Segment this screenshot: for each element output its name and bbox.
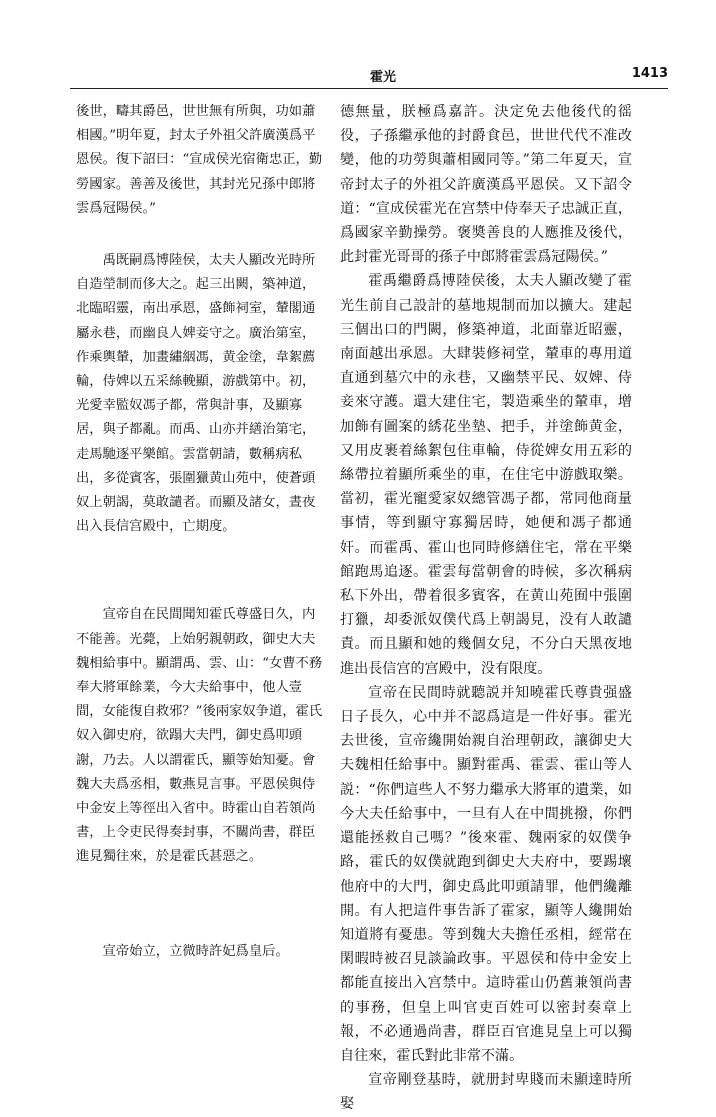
header-rule [70,88,668,89]
translation-paragraph-2: 霍禹繼爵爲博陸侯後，太夫人顯改變了霍光生前自己設計的墓地規制而加以擴大。建起三個出口的門闕，修築神道，北面靠近昭靈，南面越出承恩。大肆裝修祠堂，輦車的專用道直通到墓穴中的永巷，又幽禁平民、奴婢、侍妾來守護。還大建住宅，製造乘坐的輦車，增加飾有圖案的綉花坐墊、把手，并塗飾黄金，又用皮裹着絲絮包住車輪，侍從婢女用五彩的絲帶拉着顯所乘坐的車，在住宅中游戲取樂。當初，霍光寵愛家奴總管馮子都，常同他商量事情，等到顯守寡獨居時，她便和馮子都通奸。而霍禹、霍山也同時修繕住宅，常在平樂館跑馬追逐。霍雲每當朝會的時候，多次稱病私下外出，帶着很多賓客，在黄山苑囿中張圍打獵，却委派奴僕代爲上朝謁見，没有人敢譴責。而且顯和她的幾個女兒，不分白天黑夜地進出長信宫的宫殿中，没有限度。 [340,273,632,677]
translation-paragraph-1: 德無量，朕極爲嘉許。決定免去他後代的徭役，子孫繼承他的封爵食邑，世世代代不准改變，他的功勞與蕭相國同等。”第二年夏天，宣帝封太子的外祖父許廣漢爲平恩侯。又下詔令道：“宣成侯霍光在宫禁中侍奉天子忠誠正直，爲國家辛勤操勞。褒奬善良的人應推及後代，此封霍光哥哥的孫子中郎將霍雲爲冠陽侯。” [340,104,632,266]
running-title: 霍光 [370,70,397,85]
classical-paragraph-3: 宣帝自在民間聞知霍氏尊盛日久，内不能善。光薨，上始躬親朝政，御史大夫魏相給事中。顯謂禹、雲、山：“女曹不務奉大將軍餘業，今大夫給事中，他人壹間，女能復自救邪？”後兩家奴争道，霍氏奴入御史府，欲蹋大夫門，御史爲叩頭謝，乃去。人以謂霍氏，顯等始知憂。會魏大夫爲丞相，數燕見言事。平恩侯與侍中金安上等徑出入省中。時霍山自若領尚書，上令吏民得奏封事，不關尚書，群臣進見獨往來，於是霍氏甚惡之。 [76,607,323,865]
classical-paragraph-4: 宣帝始立，立微時許妃爲皇后。 [102,943,289,959]
page-number: 1413 [631,66,668,81]
translation-text-column [340,100,632,1117]
classical-text-column [76,100,324,964]
classical-paragraph-1: 後世，疇其爵邑，世世無有所與，功如蕭相國。”明年夏，封太子外祖父許廣漢爲平恩侯。復下詔曰：“宣成侯光宿衛忠正，勤勞國家。善善及後世，其封光兄孫中郎將雲爲冠陽侯。” [76,104,323,216]
page-header [70,52,668,92]
translation-paragraph-3: 宣帝在民間時就聽説并知曉霍氏尊貴强盛日子長久，心中并不認爲這是一件好事。霍光去世後，宣帝纔開始親自治理朝政，讓御史大夫魏相任給事中。顯對霍禹、霍雲、霍山等人説：“你們這些人不努力繼承大將軍的遺業，如今大夫任給事中，一旦有人在中間挑撥，你們還能拯救自己嗎？”後來霍、魏兩家的奴僕争路，霍氏的奴僕就跑到御史大夫府中，要踢壞他府中的大門，御史爲此叩頭請罪，他們纔離開。有人把這件事告訴了霍家，顯等人纔開始知道將有憂患。等到魏大夫擔任丞相，經常在閑暇時被召見談論政事。平恩侯和侍中金安上都能直接出入宫禁中。這時霍山仍舊兼領尚書的事務，但皇上叫官吏百姓可以密封奏章上報，不必通過尚書，群臣百官進見皇上可以獨自往來，霍氏對此非常不滿。 [340,684,632,1064]
translation-paragraph-4: 宣帝剛登基時，就册封卑賤而未顯達時所娶 [340,1072,632,1113]
classical-paragraph-2: 禹既嗣爲博陸侯，太夫人顯改光時所自造塋制而侈大之。起三出闕，築神道，北臨昭靈，南出承恩，盛飾祠室，輦閣通屬永巷，而幽良人婢妾守之。廣治第室，作乘輿輦，加畫繡絪馮，黄金塗，韋絮薦輪，侍婢以五采絲輓顯，游戲第中。初，光愛幸監奴馮子都，常與計事，及顯寡居，與子都亂。而禹、山亦并繕治第宅，走馬馳逐平樂館。雲當朝請，數稱病私出，多從賓客，張圍獵黄山苑中，使蒼頭奴上朝謁，莫敢譴者。而顯及諸女，晝夜出入長信宫殿中，亡期度。 [76,253,316,535]
